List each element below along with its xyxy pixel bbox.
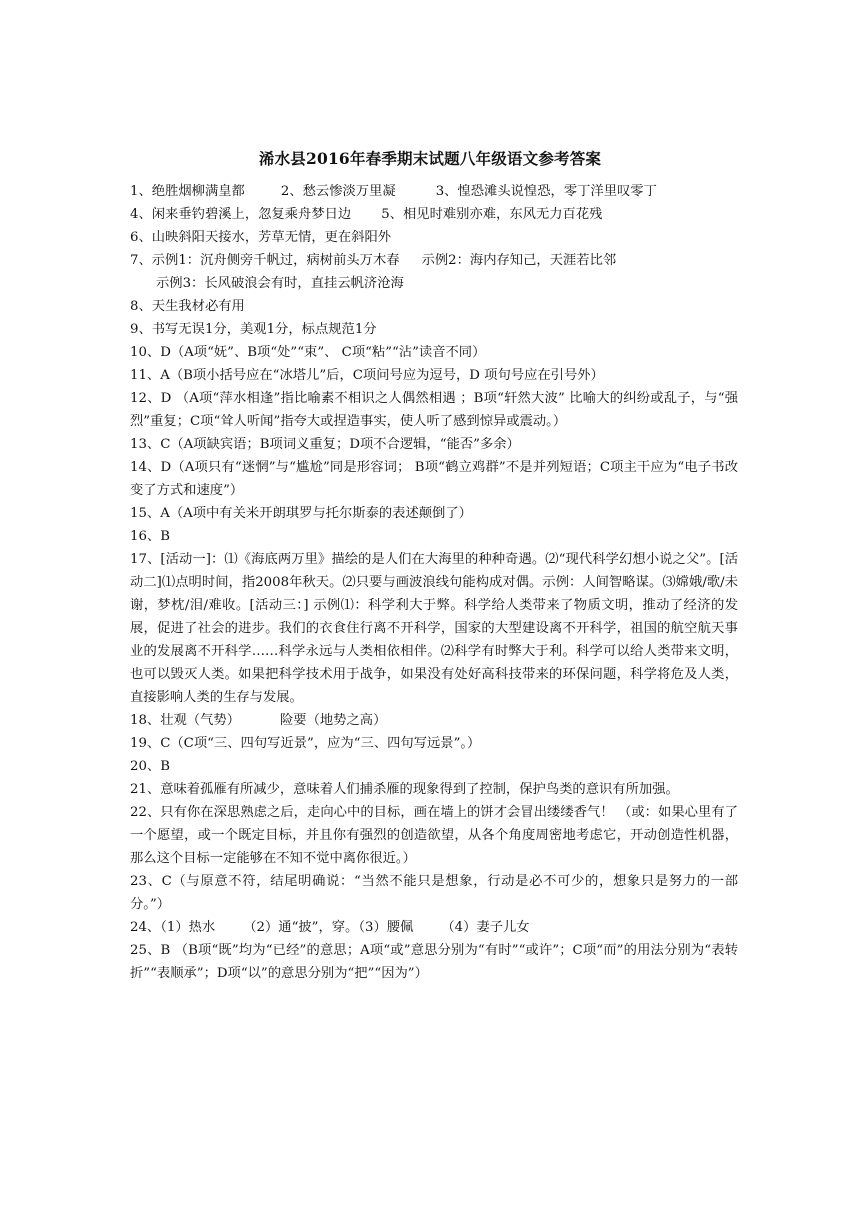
answer-24-4: （4）妻子儿女 (441, 920, 530, 935)
answer-7-example-3: 示例3：长风破浪会有时，直挂云帆济沧海 (156, 276, 404, 291)
answer-21: 21、意味着孤雁有所减少，意味着人们捕杀雁的现象得到了控制，保护鸟类的意识有所加强。 (130, 782, 679, 797)
answer-line-4-5 (130, 203, 738, 226)
answer-18-b: 险要（地势之高） (280, 713, 387, 728)
answer-10: 10、D（A项“妩”、B项“处”“束”、 C项“粘”“沾”读音不同） (130, 345, 486, 360)
answer-11: 11、A（B项小括号应在“冰塔儿”后，C项问号应为逗号，D 项句号应在引号外） (130, 368, 604, 383)
answer-22: 22、只有你在深思熟虑之后，走向心中的目标，画在墙上的饼才会冒出缕缕香气！ （或：如果心里有了一个愿望，或一个既定目标，并且你有强烈的创造欲望，从各个角度周密地考虑它，开动创造性机器，那么这个目标一定能够在不知不觉中离你很近。） (130, 805, 738, 866)
document-title: 浠水县2016年春季期末试题八年级语文参考答案 (258, 149, 602, 168)
answer-5: 5、相见时难别亦难，东风无力百花残 (381, 207, 603, 222)
answer-line-7 (130, 249, 738, 272)
answer-25: 25、B （B项“既”均为“已经”的意思；A项“或”意思分别为“有时”“或许”；C项“而”的用法分别为“表转折”“表顺承”；D项“以”的意思分别为“把”“因为”） (130, 943, 738, 981)
answer-24-2-3: （2）通“披”，穿。（3）腰佩 (243, 920, 414, 935)
answer-4: 4、闲来垂钓碧溪上，忽复乘舟梦日边 (130, 207, 352, 222)
answer-19: 19、C（C项“三、四句写近景”，应为“三、四句写远景”。） (130, 736, 481, 751)
answer-24-1: 24、（1）热水 (130, 920, 216, 935)
answer-6: 6、山映斜阳天接水，芳草无情，更在斜阳外 (130, 230, 392, 245)
answer-7-example-2: 示例2：海内存知己，天涯若比邻 (421, 253, 617, 268)
answer-16: 16、B (130, 529, 170, 544)
answer-15: 15、A（A项中有关米开朗琪罗与托尔斯泰的表述颠倒了） (130, 506, 472, 521)
answer-line-1-3 (130, 180, 738, 203)
answer-13: 13、C（A项缺宾语；B项词义重复；D项不合逻辑，“能否”多余） (130, 437, 520, 452)
answer-12: 12、D （A项“萍水相逢”指比喻素不相识之人偶然相遇 ；B项“轩然大波” 比喻大的纠纷或乱子，与“强烈”重复；C项“耸人听闻”指夸大或捏造事实，使人听了感到惊异或震动。） (130, 391, 738, 429)
answer-17: 17、[活动一]：⑴《海底两万里》描绘的是人们在大海里的种种奇遇。⑵“现代科学幻想小说之父”。[活动二]⑴点明时间，指2008年秋天。⑵只要与画波浪线句能构成对偶。示例：人间智略谋。⑶嫦娥/歌/未谢，梦枕/泪/难收。[活动三：] 示例⑴：科学利大于弊。科学给人类带来了物质文明，推动了经济的发展，促进了社会的进步。我们的衣食住行离不开科学，国家的大型建设离不开科学，祖国的航空航天事业的发展离不开科学……科学永远与人类相依相伴。⑵科学有时弊大于利。科学可以给人类带来文明，也可以毁灭人类。如果把科学技术用于战争，如果没有处好高科技带来的环保问题，科学将危及人类，直接影响人类的生存与发展。 (130, 552, 738, 705)
answer-line-24 (130, 916, 738, 939)
answer-3: 3、惶恐滩头说惶恐，零丁洋里叹零丁 (435, 184, 657, 199)
answer-20: 20、B (130, 759, 170, 774)
answer-7-example-1: 7、示例1：沉舟侧旁千帆过，病树前头万木春 (130, 253, 400, 268)
answer-1: 1、绝胜烟柳满皇都 (130, 184, 245, 199)
answer-14: 14、D（A项只有“迷惘”与“尴尬”同是形容词； B项“鹤立鸡群”不是并列短语；C项主干应为“电子书改变了方式和速度”） (130, 460, 738, 498)
answer-23: 23、C（与原意不符，结尾明确说：“当然不能只是想象，行动是必不可少的，想象只是努力的一部分。”） (130, 874, 738, 912)
answer-8: 8、天生我材必有用 (130, 299, 245, 314)
answer-2: 2、愁云惨淡万里凝 (280, 184, 396, 199)
answer-line-18 (130, 709, 738, 732)
answer-list (130, 180, 738, 985)
answer-9: 9、书写无误1分，美观1分，标点规范1分 (130, 322, 377, 337)
answer-18-a: 18、壮观（气势） (130, 713, 240, 728)
